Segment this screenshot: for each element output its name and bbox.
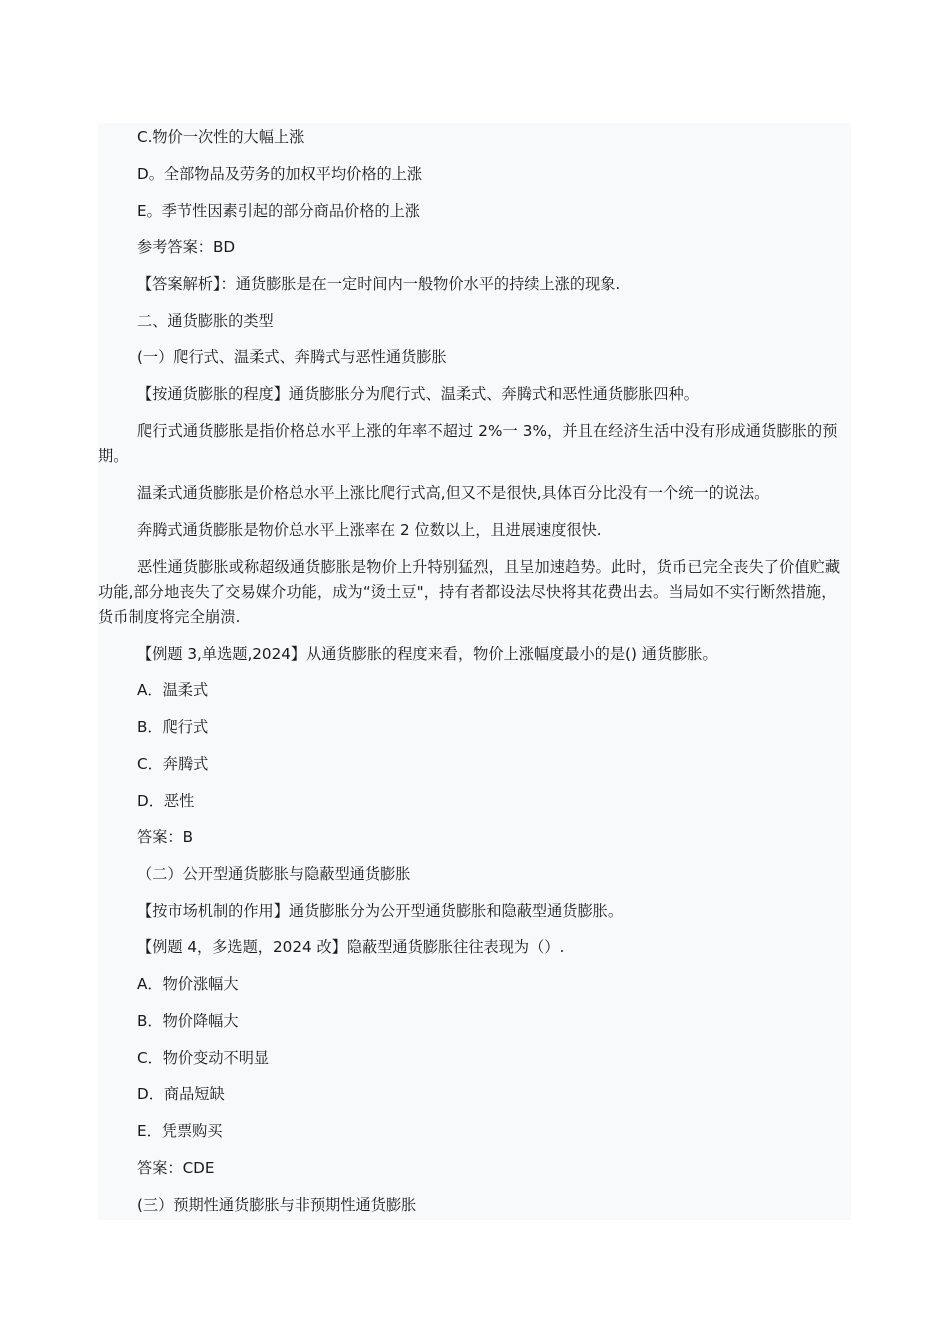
paragraph-moderate-inflation: 温柔式通货膨胀是价格总水平上涨比爬行式高,但又不是很快,具体百分比没有一个统一的说法。 [137, 484, 770, 502]
example-4-option-d: D．商品短缺 [137, 1085, 225, 1103]
classification-by-degree: 【按通货膨胀的程度】通货膨胀分为爬行式、温柔式、奔腾式和恶性通货膨胀四种。 [137, 385, 699, 403]
example-3-answer: 答案：B [137, 828, 193, 846]
subsection-heading-1: (一）爬行式、温柔式、奔腾式与恶性通货膨胀 [137, 348, 447, 366]
example-3-option-b: B．爬行式 [137, 718, 209, 736]
subsection-heading-2: （二）公开型通货膨胀与隐蔽型通货膨胀 [137, 865, 411, 883]
subsection-heading-3: (三）预期性通货膨胀与非预期性通货膨胀 [137, 1196, 417, 1214]
document-body [98, 123, 851, 1220]
classification-by-market: 【按市场机制的作用】通货膨胀分为公开型通货膨胀和隐蔽型通货膨胀。 [137, 902, 623, 920]
answer-explanation: 【答案解析】：通货膨胀是在一定时间内一般物价水平的持续上涨的现象. [137, 275, 621, 293]
example-3-option-c: C．奔腾式 [137, 755, 209, 773]
example-4-option-c: C．物价变动不明显 [137, 1049, 270, 1067]
option-c-text: C.物价一次性的大幅上涨 [137, 128, 305, 146]
paragraph-galloping-inflation: 奔腾式通货膨胀是物价总水平上涨率在 2 位数以上，且进展速度很快. [137, 521, 602, 539]
example-4-option-e: E．凭票购买 [137, 1122, 223, 1140]
example-4-question: 【例题 4，多选题，2024 改】隐蔽型通货膨胀往往表现为（）. [137, 938, 565, 956]
paragraph-hyperinflation: 恶性通货膨胀或称超级通货膨胀是物价上升特别猛烈，且呈加速趋势。此时，货币已完全丧失了价值贮藏功能,部分地丧失了交易媒介功能，成为“烫土豆"，持有者都设法尽快将其花费出去。当局如不实行断然措施，货币制度将完全崩溃. [98, 558, 841, 626]
example-4-answer: 答案：CDE [137, 1159, 215, 1177]
example-3-option-d: D．恶性 [137, 792, 195, 810]
example-4-option-a: A．物价涨幅大 [137, 975, 239, 993]
example-4-option-b: B．物价降幅大 [137, 1012, 239, 1030]
section-heading: 二、通货膨胀的类型 [137, 312, 274, 330]
paragraph-creeping-inflation: 爬行式通货膨胀是指价格总水平上涨的年率不超过 2%一 3%，并且在经济生活中没有形成通货膨胀的预期。 [98, 422, 838, 465]
example-3-option-a: A．温柔式 [137, 681, 209, 699]
option-d-text: D。全部物品及劳务的加权平均价格的上涨 [137, 165, 423, 183]
option-e-text: E。季节性因素引起的部分商品价格的上涨 [137, 202, 420, 220]
reference-answer: 参考答案：BD [137, 238, 236, 256]
example-3-question: 【例题 3,单选题,2024】从通货膨胀的程度来看，物价上涨幅度最小的是() 通货膨胀。 [137, 645, 718, 663]
